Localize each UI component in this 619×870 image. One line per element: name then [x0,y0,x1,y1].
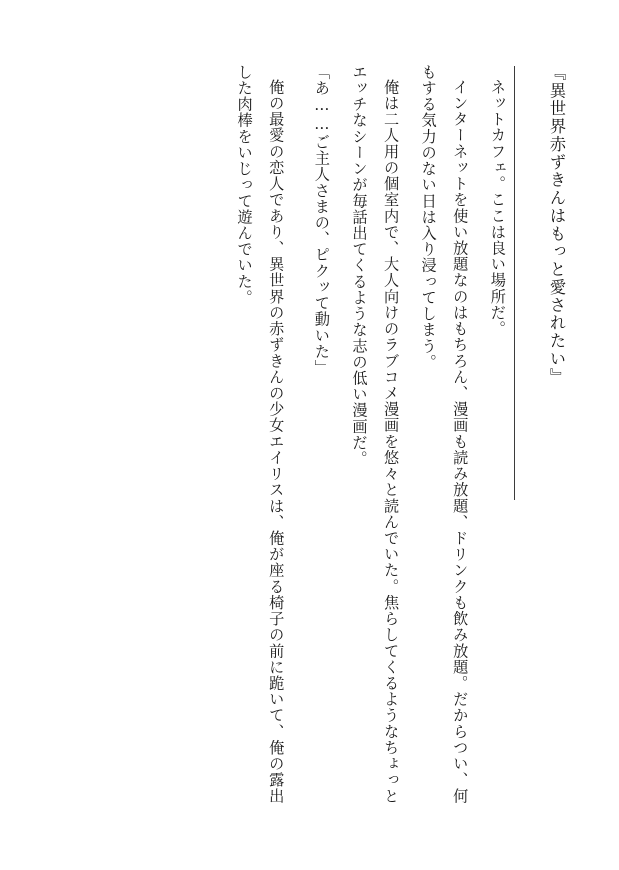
paragraph-2: インターネットを使い放題なのはもちろん、漫画も読み放題、ドリンクも飲み放題。だからつい、何もする気力のない日は入り浸ってしまう。 [419,64,470,805]
paragraph-4-dialogue: 「あ……ご主人さまの、ピクッて動いた」 [312,64,331,376]
paragraph-3: 俺は二人用の個室内で、大人向けのラブコメ漫画を悠々と読んでいた。焦らしてくるようなちょっとエッチなシーンが毎話出てくるような志の低い漫画だ。 [350,64,401,805]
vertical-text-body [53,64,573,812]
paragraph-1: ネットカフェ。ここは良い場所だ。 [488,79,507,337]
page-title: 『異世界赤ずきんはもっと愛されたい』 [547,64,566,386]
paragraph-5: 俺の最愛の恋人であり、異世界の赤ずきんの少女エイリスは、俺が座る椅子の前に跪いて、俺の露出した肉棒をいじって遊んでいた。 [235,64,286,805]
